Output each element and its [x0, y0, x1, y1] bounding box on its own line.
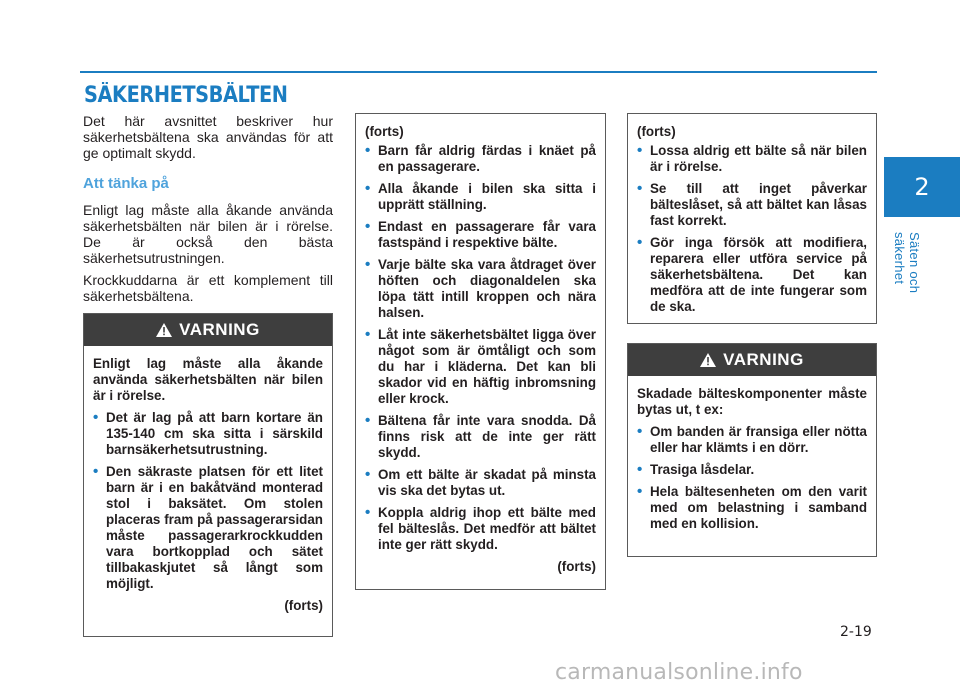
chapter-label: Säten och säkerhet [892, 232, 922, 294]
warning-intro: Enligt lag måste alla åkande använda säkerhetsbälten när bilen är i rörelse. [93, 356, 323, 403]
list-item: • Låt inte säkerhetsbältet ligga över något som är ömtåligt och som du har i kläderna. Det kan bli skador vid en häftig inbromsning eller krock. [365, 327, 596, 407]
paragraph: Enligt lag måste alla åkande använda säkerhetsbälten när bilen är i rörelse. De är också den bästa säkerhetsutrustningen. [83, 202, 333, 266]
warning-box-2 [627, 343, 877, 557]
forts-label: (forts) [365, 124, 404, 139]
intro-column [83, 113, 333, 310]
warning-header-label: VARNING [723, 350, 804, 369]
forts-label: (forts) [637, 124, 676, 139]
warning-intro: Skadade bälteskomponenter måste bytas ut, t ex: [637, 386, 867, 417]
list-item: • Lossa aldrig ett bälte så när bilen är i rörelse. [637, 143, 867, 175]
warning-triangle-icon [700, 353, 716, 367]
list-item: • Gör inga försök att modifiera, reparera eller utföra service på säkerhetsbältena. Det kan medföra att de inte fungerar som de ska. [637, 235, 867, 315]
warning-triangle-icon [156, 323, 172, 337]
list-item: • Koppla aldrig ihop ett bälte med fel bälteslås. Det medför att bältet inte ger rätt skydd. [365, 505, 596, 553]
chapter-number-tab: 2 [884, 157, 960, 217]
list-item: • Endast en passagerare får vara fastspänd i respektive bälte. [365, 219, 596, 251]
list-item: • Om ett bälte är skadat på minsta vis ska det bytas ut. [365, 467, 596, 499]
warning-header [628, 344, 876, 376]
warning-box-1 [83, 313, 333, 637]
watermark: carmanualsonline.info [555, 660, 803, 685]
continued-box-3 [627, 113, 877, 324]
intro-text: Det här avsnittet beskriver hur säkerhetsbältena ska användas för att ge optimalt skydd. [83, 113, 333, 161]
warning-header-label: VARNING [179, 320, 260, 339]
list-item: • Den säkraste platsen för ett litet barn är i en bakåtvänd monterad stol i baksätet. Om stolen placeras fram på passagerarsidan måste passagerarkrockkudden vara bortkopplad och sätet tillbakaskjutet så långt som möjligt. [93, 464, 323, 592]
forts-label: (forts) [557, 559, 596, 574]
subheading: Att tänka på [83, 175, 169, 192]
top-rule [80, 71, 877, 73]
list-item: • Om banden är fransiga eller nötta eller har klämts i en dörr. [637, 424, 867, 456]
list-item: • Bältena får inte vara snodda. Då finns risk att de inte ger rätt skydd. [365, 413, 596, 461]
list-item: • Hela bältesenheten om den varit med om belastning i samband med en kollision. [637, 484, 867, 532]
page-number: 2-19 [840, 624, 872, 640]
warning-header [84, 314, 332, 346]
section-title: SÄKERHETSBÄLTEN [84, 83, 288, 108]
paragraph: Krockkuddarna är ett komplement till säkerhetsbältena. [83, 272, 333, 304]
list-item: • Barn får aldrig färdas i knäet på en passagerare. [365, 143, 596, 175]
forts-label: (forts) [284, 598, 323, 613]
list-item: • Se till att inget påverkar bälteslåset, så att bältet kan låsas fast korrekt. [637, 181, 867, 229]
list-item: • Varje bälte ska vara åtdraget över höften och diagonaldelen ska löpa tätt intill kroppen och nära halsen. [365, 257, 596, 321]
continued-box-2 [355, 113, 606, 590]
list-item: • Det är lag på att barn kortare än 135-140 cm ska sitta i särskild barnsäkerhetsutrustning. [93, 410, 323, 458]
list-item: • Alla åkande i bilen ska sitta i upprätt ställning. [365, 181, 596, 213]
list-item: • Trasiga låsdelar. [637, 462, 867, 478]
